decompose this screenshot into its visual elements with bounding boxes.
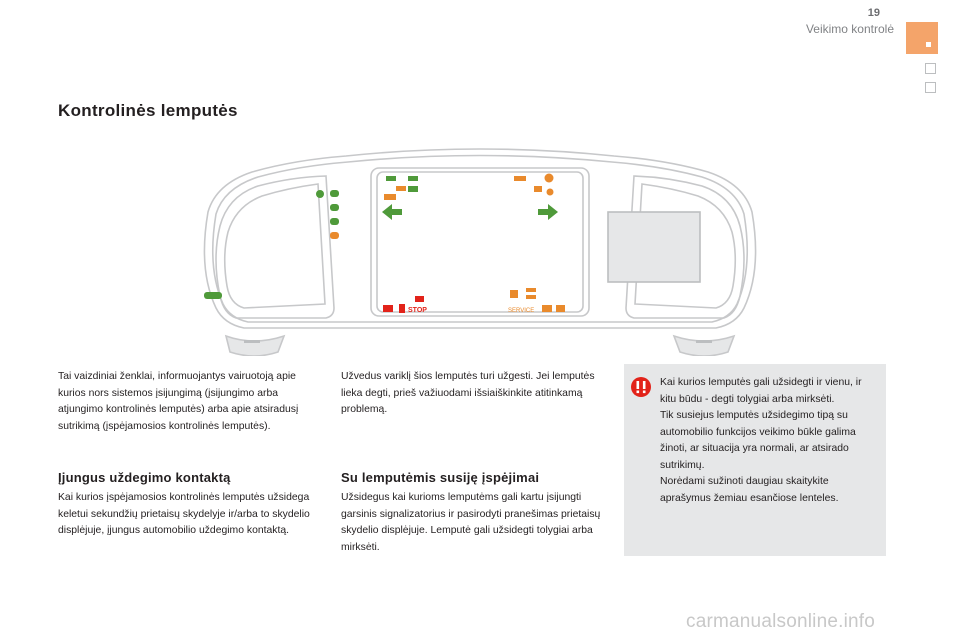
stop-start-icon — [556, 305, 565, 312]
section-tab[interactable] — [925, 63, 936, 74]
service-label: SERVICE — [508, 308, 535, 314]
brake-icon — [383, 305, 393, 312]
left-indicator-icon — [382, 204, 402, 220]
sidelamp-icon — [316, 190, 324, 198]
limiter-icon — [408, 176, 418, 181]
oil-icon — [415, 296, 424, 302]
section-tab-active[interactable] — [906, 22, 938, 54]
abs-icon — [545, 174, 554, 183]
seatbelt-icon — [534, 186, 542, 192]
alarm-paragraph: Užsidegus kai kurioms lemputėms gali kartu įsijungti garsinis signalizatorius ir pasirodyti pranešimas prietaisų skydelio displėjuje. Lemputė gali užsidegti tolygiai arba mirksėti. — [341, 492, 601, 553]
stop-label: STOP — [408, 307, 427, 314]
page-title: Kontrolinės lemputės — [58, 101, 238, 120]
ignition-heading: Įjungus uždegimo kontaktą — [58, 470, 231, 485]
cruise-icon — [386, 176, 396, 181]
rear-fog-icon — [330, 232, 339, 239]
front-fog-icon — [330, 218, 339, 225]
coolant-icon — [399, 304, 405, 313]
engine-icon — [384, 194, 396, 200]
instrument-cluster-illustration — [196, 140, 764, 361]
esp-icon — [547, 189, 554, 196]
section-name: Veikimo kontrolė — [805, 22, 894, 36]
alarm-heading: Su lemputėmis susiję įspėjimai — [341, 470, 540, 485]
note-text: Kai kurios lemputės gali užsidegti ir vienu, ir kitu būdu - degti tolygiai arba mirksėti. Tik susiejus lemputės užsidegimo tipą su automobilio funkcijos veikimo būkle galima žinoti, ar situacija yra normali, ar atsirado sutrikimų. Norėdami sužinoti daugiau skaitykite aprašymus žemiau esančiose lenteles. — [660, 377, 862, 504]
engine-start-paragraph: Užvedus variklį šios lemputės turi užgesti. Jei lemputės lieka degti, prieš važiuodami išsiaiškinkite atitinkamą problemą. — [341, 371, 595, 415]
battery-icon — [526, 295, 536, 299]
warning-icon — [630, 376, 652, 403]
right-indicator-icon — [538, 204, 558, 220]
headlamp-icon — [330, 190, 339, 197]
esc-icon — [542, 305, 552, 312]
knob-marks — [244, 340, 712, 343]
gearbox-icon — [514, 176, 526, 181]
watermark: carmanualsonline.info — [686, 611, 876, 632]
intro-paragraph: Tai vaizdiniai ženklai, informuojantys vairuotoją apie kurios nors sistemos įsijungimą (įsijungimo arba atjungimo kontrolinės lemputės) arba apie atsiradusį sutrikimą (įspėjamosios kontrolinės lemputės). — [58, 371, 299, 432]
fuel-icon — [510, 290, 518, 298]
instrument-cluster-drawing — [196, 140, 764, 356]
center-warning-lamps — [382, 174, 565, 315]
eco-mode-icon — [204, 292, 222, 299]
wiper-icon — [408, 186, 418, 192]
page-number: 19 — [867, 7, 880, 19]
section-tab[interactable] — [925, 82, 936, 93]
tyre-icon — [526, 288, 536, 292]
main-beam-icon — [330, 204, 339, 211]
preheat-icon — [396, 186, 406, 191]
ignition-paragraph: Kai kurios įspėjamosios kontrolinės lemputės užsidega keletui sekundžių prietaisų skydelyje ir/arba to skydelio displėjuje, įjungus automobilio uždegimo kontaktą. — [58, 492, 310, 536]
